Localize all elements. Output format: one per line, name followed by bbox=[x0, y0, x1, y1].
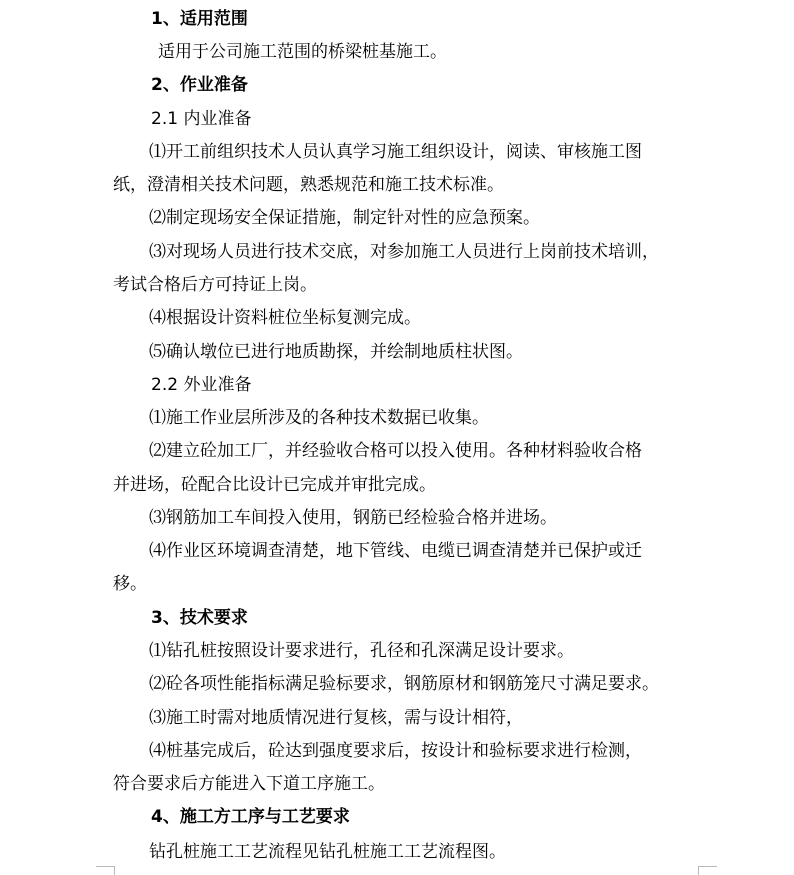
paragraph-line: 符合要求后方能进入下道工序施工。 bbox=[113, 774, 385, 794]
paragraph-line: 并进场，砼配合比设计已完成并审批完成。 bbox=[113, 475, 436, 495]
paragraph-line: 纸，澄清相关技术问题，熟悉规范和施工技术标准。 bbox=[113, 175, 504, 195]
section-heading: 2、作业准备 bbox=[151, 75, 248, 95]
paragraph-line: ⑸确认墩位已进行地质勘探，并绘制地质柱状图。 bbox=[149, 342, 523, 362]
paragraph-line: ⑴开工前组织技术人员认真学习施工组织设计，阅读、审核施工图 bbox=[149, 142, 642, 162]
paragraph-line: ⑷桩基完成后，砼达到强度要求后，按设计和验标要求进行检测， bbox=[149, 741, 642, 761]
crop-mark-right-vertical bbox=[698, 866, 699, 875]
section-heading: 3、技术要求 bbox=[151, 608, 248, 628]
subsection-heading: 2.1 内业准备 bbox=[151, 109, 252, 129]
paragraph-line: 钻孔桩施工工艺流程见钻孔桩施工工艺流程图。 bbox=[149, 842, 506, 862]
paragraph-line: ⑵建立砼加工厂，并经验收合格可以投入使用。各种材料验收合格 bbox=[149, 441, 642, 461]
paragraph-line: ⑵制定现场安全保证措施，制定针对性的应急预案。 bbox=[149, 208, 540, 228]
subsection-heading: 2.2 外业准备 bbox=[151, 375, 252, 395]
paragraph-line: ⑶钢筋加工车间投入使用，钢筋已经检验合格并进场。 bbox=[149, 508, 557, 528]
paragraph-line: ⑶施工时需对地质情况进行复核，需与设计相符， bbox=[149, 708, 523, 728]
paragraph-line: ⑷作业区环境调查清楚，地下管线、电缆已调查清楚并已保护或迁 bbox=[149, 541, 642, 561]
paragraph-line: 适用于公司施工范围的桥梁桩基施工。 bbox=[158, 42, 447, 62]
paragraph-line: ⑷根据设计资料桩位坐标复测完成。 bbox=[149, 308, 421, 328]
paragraph-line: ⑴钻孔桩按照设计要求进行，孔径和孔深满足设计要求。 bbox=[149, 641, 574, 661]
section-heading: 1、适用范围 bbox=[151, 9, 248, 29]
paragraph-line: ⑵砼各项性能指标满足验标要求，钢筋原材和钢筋笼尺寸满足要求。 bbox=[149, 674, 659, 694]
paragraph-line: ⑶对现场人员进行技术交底，对参加施工人员进行上岗前技术培训， bbox=[149, 242, 659, 262]
section-heading: 4、施工方工序与工艺要求 bbox=[151, 807, 350, 827]
paragraph-line: 移。 bbox=[113, 574, 147, 594]
crop-mark-left-vertical bbox=[114, 866, 115, 875]
crop-mark-left-horizontal bbox=[96, 866, 115, 867]
crop-mark-right-horizontal bbox=[698, 866, 717, 867]
paragraph-line: ⑴施工作业层所涉及的各种技术数据已收集。 bbox=[149, 408, 489, 428]
paragraph-line: 考试合格后方可持证上岗。 bbox=[113, 275, 317, 295]
